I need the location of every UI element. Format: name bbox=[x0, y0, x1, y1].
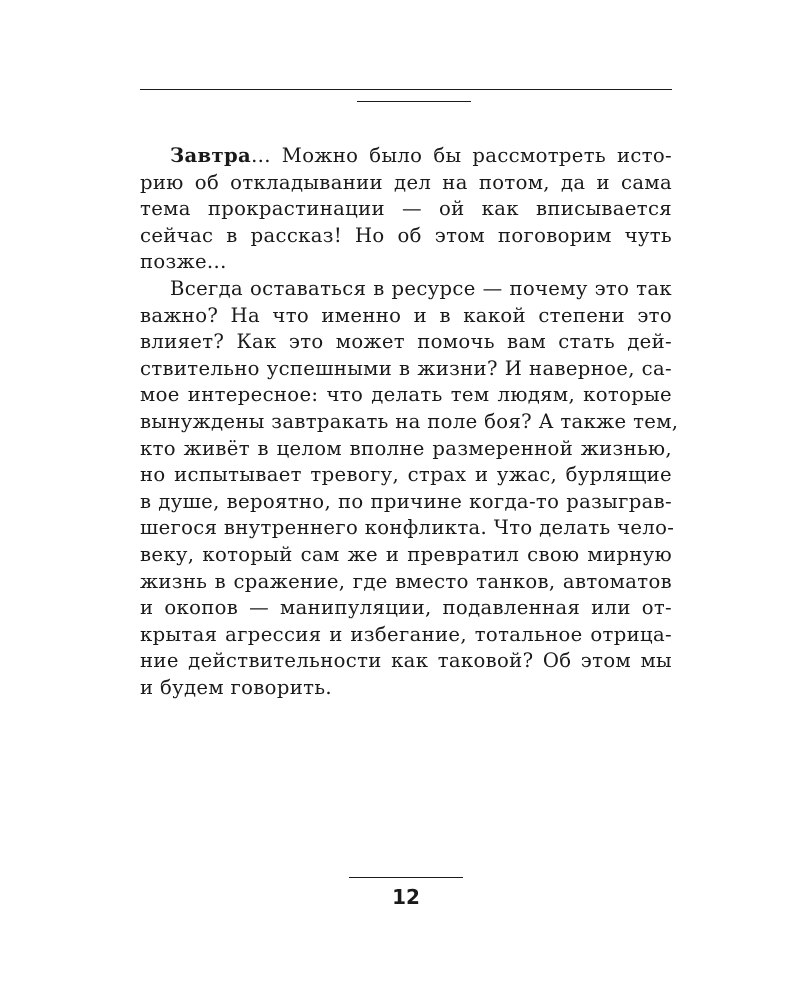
paragraph-2-line: мое интересное: что делать тем людям, которые bbox=[140, 383, 672, 407]
paragraph-2-line: в душе, вероятно, по причине когда-то разыграв- bbox=[140, 489, 672, 513]
header-rule-long bbox=[140, 89, 672, 90]
paragraph-1-line bbox=[140, 143, 672, 170]
footer-rule bbox=[349, 877, 463, 878]
paragraph-1-lead-word: Завтра bbox=[170, 144, 252, 167]
paragraph-2-line: вынуждены завтракать на поле боя? А также тем, bbox=[140, 409, 679, 433]
paragraph-1-line: тема прокрастинации — ой как вписывается bbox=[140, 197, 672, 221]
paragraph-1-line: позже... bbox=[140, 250, 227, 274]
paragraph-1-line: сейчас в рассказ! Но об этом поговорим чуть bbox=[140, 223, 672, 247]
paragraph-2-line: и окопов — манипуляции, подавленная или от- bbox=[140, 596, 672, 620]
paragraph-2-line: влияет? Как это может помочь вам стать дей- bbox=[140, 330, 672, 354]
header-rule-short bbox=[357, 101, 471, 102]
paragraph-2-line: крытая агрессия и избегание, тотальное отрица- bbox=[140, 622, 672, 646]
paragraph-2-line: и будем говорить. bbox=[140, 675, 332, 699]
paragraph-2-line: ние действительности как таковой? Об этом мы bbox=[140, 649, 672, 673]
paragraph-2-line: шегося внутреннего конфликта. Что делать чело- bbox=[140, 516, 675, 540]
paragraph-2-line: ствительно успешными в жизни? И наверное, са- bbox=[140, 356, 672, 380]
paragraph-2-line: Всегда оставаться в ресурсе — почему это так bbox=[170, 276, 672, 300]
paragraph-2-line: веку, который сам же и превратил свою мирную bbox=[140, 542, 672, 566]
body-text bbox=[140, 143, 679, 701]
page-number: 12 bbox=[392, 885, 420, 909]
paragraph-2-line: кто живёт в целом вполне размеренной жизнью, bbox=[140, 436, 672, 460]
paragraph-1-line: рию об откладывании дел на потом, да и сама bbox=[140, 170, 672, 194]
paragraph-2-line: жизнь в сражение, где вместо танков, автоматов bbox=[140, 569, 672, 593]
paragraph-2-line: но испытывает тревогу, страх и ужас, бурлящие bbox=[140, 463, 672, 487]
paragraph-2-line: важно? На что именно и в какой степени это bbox=[140, 303, 672, 327]
paragraph-1-line-text: ... Можно было бы рассмотреть исто- bbox=[251, 144, 672, 167]
